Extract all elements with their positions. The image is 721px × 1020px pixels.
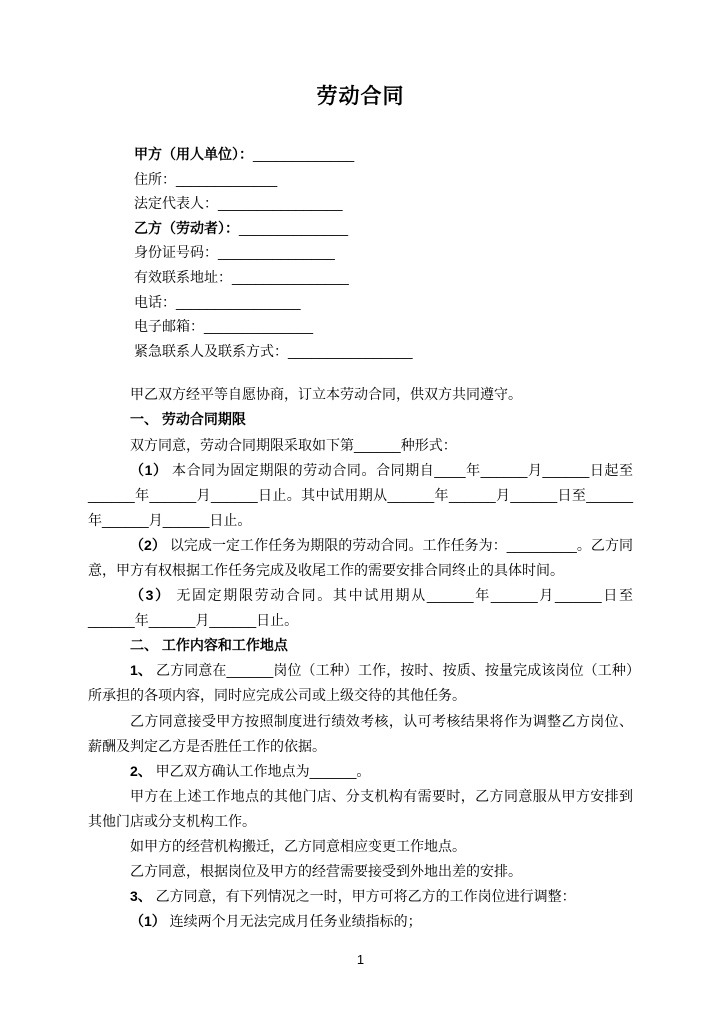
form-field-label: 紧急联系人及联系方式：: [134, 342, 288, 359]
contract-paragraph: [88, 407, 633, 432]
contract-paragraph: [88, 458, 633, 533]
form-field-line: [134, 167, 633, 192]
form-field-line: [134, 290, 633, 315]
paragraph-run: 无固定期限劳动合同。其中试用期从______年______月______日至______年______月______日止。: [88, 587, 633, 629]
paragraph-run-bold: （3）: [130, 587, 171, 604]
paragraph-run: 甲乙双方确认工作地点为______。: [151, 762, 371, 779]
form-field-blank: _____________: [176, 170, 278, 187]
form-field-blank: ________________: [176, 293, 301, 310]
contract-paragraph: [88, 759, 633, 784]
form-field-line: [134, 216, 633, 241]
form-field-label: 身份证号码：: [134, 244, 218, 261]
paragraph-run: 乙方同意接受甲方按照制度进行绩效考核，认可考核结果将作为调整乙方岗位、薪酬及判定乙方是否胜任工作的依据。: [88, 712, 633, 754]
contract-body: [88, 382, 633, 934]
form-field-line: [134, 314, 633, 339]
form-field-label: 法定代表人：: [134, 195, 218, 212]
form-field-blank: ______________: [239, 219, 349, 236]
contract-paragraph: [88, 658, 633, 708]
form-field-blank: _____________: [253, 146, 355, 162]
form-field-blank: ______________: [204, 318, 314, 335]
form-field-blank: ________________: [288, 342, 413, 359]
contract-paragraph: [88, 533, 633, 583]
page-number: 1: [356, 952, 365, 967]
contract-paragraph: [88, 859, 633, 884]
form-field-line: [134, 142, 633, 167]
paragraph-run-bold: 3、: [130, 888, 152, 905]
form-field-blank: _______________: [232, 268, 349, 285]
contract-header-fields: [88, 142, 633, 363]
paragraph-run-bold: 二、 工作内容和工作地点: [130, 637, 288, 654]
form-field-line: [134, 265, 633, 290]
contract-paragraph: [88, 784, 633, 834]
paragraph-run-bold: （1）: [130, 913, 166, 930]
form-field-line: [134, 191, 633, 216]
paragraph-run-bold: （1）: [130, 461, 168, 478]
paragraph-run: 本合同为固定期限的劳动合同。合同期自____年______月______日起至______年______月______日止。其中试用期从______年______月______日至______年______月______日止。: [88, 461, 634, 528]
contract-paragraph: [88, 709, 633, 759]
form-field-label: 电子邮箱：: [134, 318, 204, 335]
paragraph-run: 以完成一定工作任务为期限的劳动合同。工作任务为：_________。乙方同意，甲方有权根据工作任务完成及收尾工作的需要安排合同终止的具体时间。: [88, 536, 633, 578]
contract-paragraph: [88, 433, 633, 458]
paragraph-run-bold: 2、: [130, 762, 152, 779]
form-field-label: 电话：: [134, 293, 176, 310]
form-field-label: 住所：: [134, 170, 176, 187]
document-title: 劳动合同: [316, 85, 405, 108]
form-field-blank: ________________: [218, 195, 343, 212]
paragraph-run: 双方同意，劳动合同期限采取如下第______种形式：: [130, 436, 457, 453]
paragraph-run-bold: 一、 劳动合同期限: [130, 411, 246, 428]
paragraph-run: 如甲方的经营机构搬迁，乙方同意相应变更工作地点。: [130, 838, 466, 855]
contract-paragraph: [88, 382, 633, 407]
paragraph-run: 连续两个月无法完成月任务业绩指标的；: [165, 913, 422, 930]
form-field-blank: _______________: [218, 244, 335, 261]
form-field-label: 乙方（劳动者）：: [134, 219, 239, 236]
paragraph-run: 乙方同意，有下列情况之一时，甲方可将乙方的工作岗位进行调整：: [151, 888, 576, 905]
paragraph-run: 甲乙双方经平等自愿协商，订立本劳动合同，供双方共同遵守。: [130, 386, 522, 403]
contract-paragraph: [88, 909, 633, 934]
contract-paragraph: [88, 583, 633, 633]
paragraph-run-bold: 1、: [130, 662, 152, 679]
paragraph-run-bold: （2）: [130, 536, 166, 553]
contract-paragraph: [88, 633, 633, 658]
paragraph-run: 乙方同意在______岗位（工种）工作，按时、按质、按量完成该岗位（工种）所承担的各项内容，同时应完成公司或上级交待的其他任务。: [88, 662, 633, 704]
contract-paragraph: [88, 834, 633, 859]
form-field-line: [134, 339, 633, 364]
contract-paragraph: [88, 884, 633, 909]
form-field-line: [134, 240, 633, 265]
paragraph-run: 乙方同意，根据岗位及甲方的经营需要接受到外地出差的安排。: [130, 863, 522, 880]
form-field-label: 有效联系地址：: [134, 268, 232, 285]
form-field-label: 甲方（用人单位）：: [134, 146, 253, 162]
paragraph-run: 甲方在上述工作地点的其他门店、分支机构有需要时，乙方同意服从甲方安排到其他门店或分支机构工作。: [88, 787, 633, 829]
